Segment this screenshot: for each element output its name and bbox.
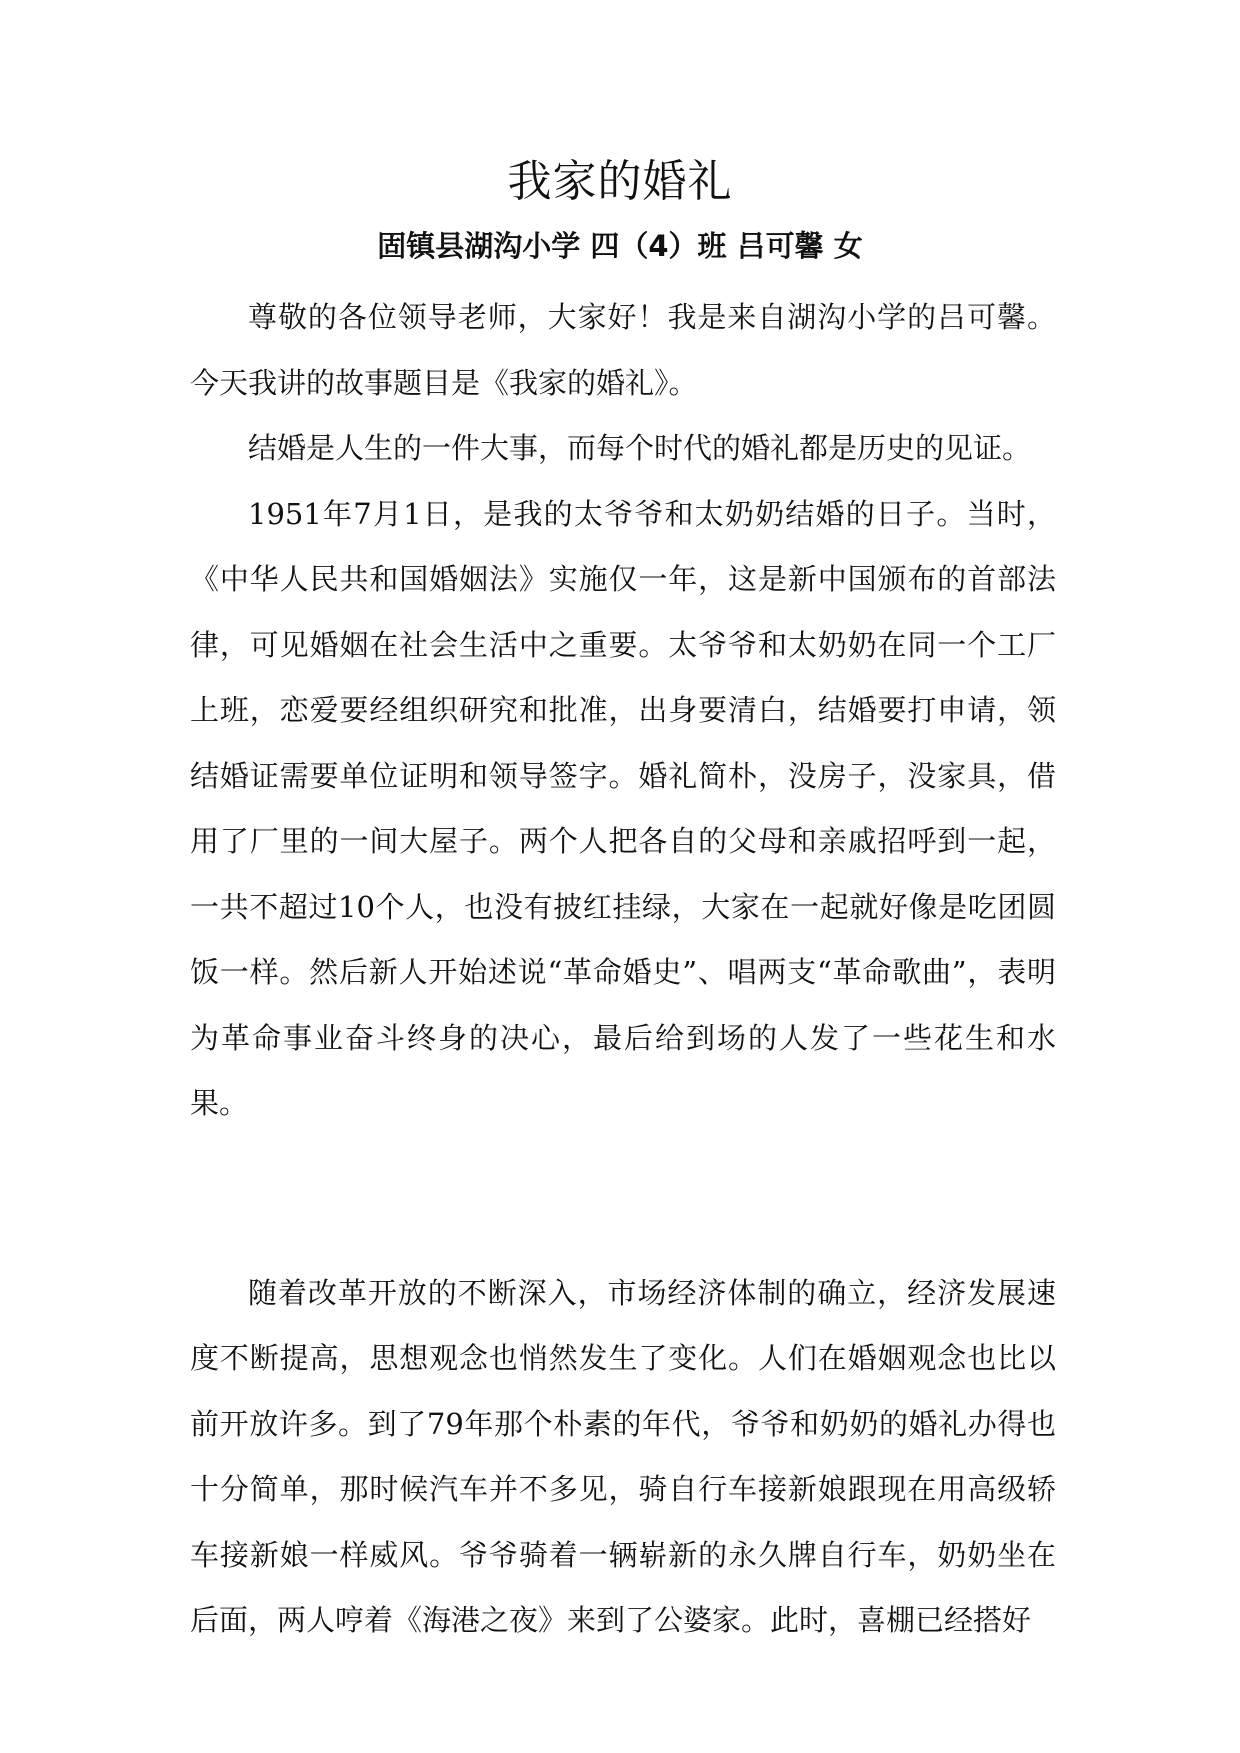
document-body — [190, 285, 1056, 1654]
paragraph-reform: 随着改革开放的不断深入，市场经济体制的确立，经济发展速度不断提高，思想观念也悄然发生了变化。人们在婚姻观念也比以前开放许多。到了79年那个朴素的年代，爷爷和奶奶的婚礼办得也十分简单，那时候汽车并不多见，骑自行车接新娘跟现在用高级轿车接新娘一样威风。爷爷骑着一辆崭新的永久牌自行车，奶奶坐在后面，两人哼着《海港之夜》来到了公婆家。此时，喜棚已经搭好 — [190, 1275, 1056, 1637]
document-title: 我家的婚礼 — [507, 156, 733, 207]
paragraph-1951: 1951年7月1日，是我的太爷爷和太奶奶结婚的日子。当时，《中华人民共和国婚姻法》实施仅一年，这是新中国颁布的首部法律，可见婚姻在社会生活中之重要。太爷爷和太奶奶在同一个工厂上班，恋爱要经组织研究和批准，出身要清白，结婚要打申请，领结婚证需要单位证明和领导签字。婚礼简朴，没房子，没家具，借用了厂里的一间大屋子。两个人把各自的父母和亲戚招呼到一起，一共不超过10个人，也没有披红挂绿，大家在一起就好像是吃团圆饭一样。然后新人开始述说“革命婚史”、唱两支“革命歌曲”，表明为革命事业奋斗终身的决心，最后给到场的人发了一些花生和水果。 — [190, 496, 1056, 1120]
paragraph-spacer — [190, 1137, 1056, 1261]
author-line: 固镇县湖沟小学 四（4）班 吕可馨 女 — [377, 229, 863, 263]
paragraph-intro: 结婚是人生的一件大事，而每个时代的婚礼都是历史的见证。 — [248, 431, 1032, 465]
paragraph-greeting: 尊敬的各位领导老师，大家好！我是来自湖沟小学的吕可馨。今天我讲的故事题目是《我家的婚礼》。 — [190, 300, 1056, 400]
